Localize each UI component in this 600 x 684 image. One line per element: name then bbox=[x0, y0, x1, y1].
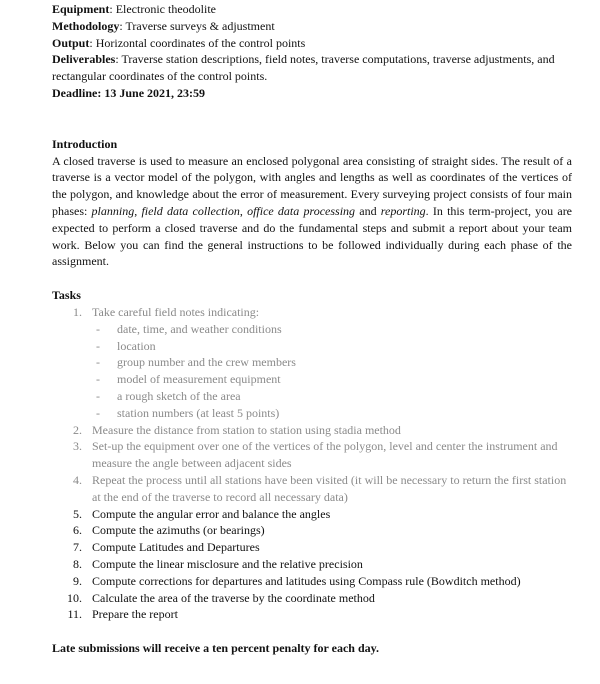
dash-bullet: - bbox=[96, 388, 100, 403]
subitem-station-numbers bbox=[92, 405, 572, 422]
equipment-label: Equipment bbox=[52, 2, 110, 16]
deliverables-line bbox=[52, 51, 572, 85]
phase-office-data: office data processing bbox=[247, 203, 356, 218]
task-text: Compute corrections for departures and latitudes using Compass rule (Bowditch method) bbox=[92, 573, 521, 588]
task-number: 7. bbox=[73, 540, 82, 555]
task-text: Compute the angular error and balance the angles bbox=[92, 506, 331, 521]
deliverables-value: : Traverse station descriptions, field notes, traverse computations, traverse adjustments, and rectangular coordinates of the control points. bbox=[52, 52, 555, 84]
task-number: 5. bbox=[73, 506, 82, 521]
task-item-6 bbox=[52, 522, 572, 539]
task-number: 6. bbox=[73, 523, 82, 538]
dash-bullet: - bbox=[96, 372, 100, 387]
output-line bbox=[52, 35, 572, 52]
methodology-line bbox=[52, 18, 572, 35]
intro-sep-3: and bbox=[355, 203, 381, 218]
tasks-heading: Tasks bbox=[52, 288, 81, 303]
task-text: Repeat the process until all stations have been visited (it will be necessary to return the first station at the end of the traverse to record all necessary data) bbox=[92, 472, 567, 504]
spacer bbox=[52, 270, 572, 287]
intro-text-start: A closed traverse is used to measure an enclosed polygonal area consisting of straight sides. The result of a traverse is a vector model of the polygon, with angles and lengths as well as coordinates of the vertices of the polygon, and knowledge about the error of measurement. Every surveying project consists of four main phases: bbox=[52, 153, 572, 218]
subitem-text: group number and the crew members bbox=[117, 355, 296, 370]
equipment-value: : Electronic theodolite bbox=[109, 2, 216, 16]
subitem-text: date, time, and weather conditions bbox=[117, 321, 282, 336]
task-item-8 bbox=[52, 556, 572, 573]
subitem-group-crew bbox=[92, 354, 572, 371]
dash-bullet: - bbox=[96, 405, 100, 420]
subitem-date-time-weather bbox=[92, 321, 572, 338]
intro-sep-2: , bbox=[239, 203, 248, 218]
subitem-text: station numbers (at least 5 points) bbox=[117, 405, 280, 420]
intro-text-end: . In this term-project, you are expected to perform a closed traverse and do the fundamental steps and submit a report about your team work. Below you can find the general instructions to be followed individually during each phase of the assignment. bbox=[52, 203, 573, 269]
task-item-9 bbox=[52, 573, 572, 590]
field-notes-sublist bbox=[92, 321, 572, 422]
intro-sep-1: , bbox=[134, 203, 142, 218]
dash-bullet: - bbox=[96, 321, 100, 336]
task-number: 2. bbox=[73, 422, 82, 437]
output-value: : Horizontal coordinates of the control points bbox=[89, 35, 306, 50]
introduction-paragraph bbox=[52, 153, 572, 271]
subitem-location bbox=[92, 338, 572, 355]
task-number: 11. bbox=[67, 607, 82, 622]
deliverables-label: Deliverables bbox=[52, 52, 116, 67]
phase-field-data: field data collection bbox=[141, 203, 240, 218]
output-label: Output bbox=[52, 35, 90, 50]
task-text: Take careful field notes indicating: bbox=[92, 304, 260, 319]
task-text: Measure the distance from station to station using stadia method bbox=[92, 422, 401, 437]
spacer bbox=[52, 623, 572, 640]
task-text: Compute Latitudes and Departures bbox=[92, 540, 260, 555]
task-text: Compute the azimuths (or bearings) bbox=[92, 523, 265, 538]
task-item-7 bbox=[52, 539, 572, 556]
deadline-value: : 13 June 2021, 23:59 bbox=[97, 85, 206, 100]
methodology-label: Methodology bbox=[52, 18, 120, 33]
subitem-text: model of measurement equipment bbox=[117, 372, 281, 387]
task-item-10 bbox=[52, 590, 572, 607]
phase-reporting: reporting bbox=[380, 203, 426, 218]
task-item-2 bbox=[52, 422, 572, 439]
task-list bbox=[52, 304, 572, 623]
task-item-3 bbox=[52, 438, 572, 472]
subitem-rough-sketch bbox=[92, 388, 572, 405]
task-item-1 bbox=[52, 304, 572, 422]
task-text: Set-up the equipment over one of the vertices of the polygon, level and center the instrument and measure the angle between adjacent sides bbox=[92, 439, 558, 471]
task-text: Calculate the area of the traverse by the coordinate method bbox=[92, 590, 375, 605]
task-number: 4. bbox=[73, 472, 82, 487]
task-item-4 bbox=[52, 472, 572, 506]
introduction-heading: Introduction bbox=[52, 136, 118, 151]
deadline-line bbox=[52, 85, 572, 102]
task-number: 8. bbox=[73, 556, 82, 571]
subitem-equipment-model bbox=[92, 371, 572, 388]
dash-bullet: - bbox=[96, 355, 100, 370]
subitem-text: a rough sketch of the area bbox=[117, 388, 241, 403]
deadline-label: Deadline bbox=[52, 85, 98, 100]
spacer bbox=[52, 102, 572, 136]
phase-planning: planning bbox=[91, 203, 135, 218]
task-item-5 bbox=[52, 506, 572, 523]
task-number: 10. bbox=[67, 590, 82, 605]
task-number: 1. bbox=[73, 304, 82, 319]
methodology-value: : Traverse surveys & adjustment bbox=[119, 18, 275, 33]
late-submission-note: Late submissions will receive a ten percent penalty for each day. bbox=[52, 641, 379, 656]
equipment-line bbox=[52, 1, 572, 18]
dash-bullet: - bbox=[96, 338, 100, 353]
task-number: 3. bbox=[73, 439, 82, 454]
task-item-11 bbox=[52, 606, 572, 623]
subitem-text: location bbox=[117, 338, 156, 353]
task-text: Prepare the report bbox=[92, 607, 178, 622]
task-number: 9. bbox=[73, 573, 82, 588]
task-text: Compute the linear misclosure and the relative precision bbox=[92, 556, 363, 571]
